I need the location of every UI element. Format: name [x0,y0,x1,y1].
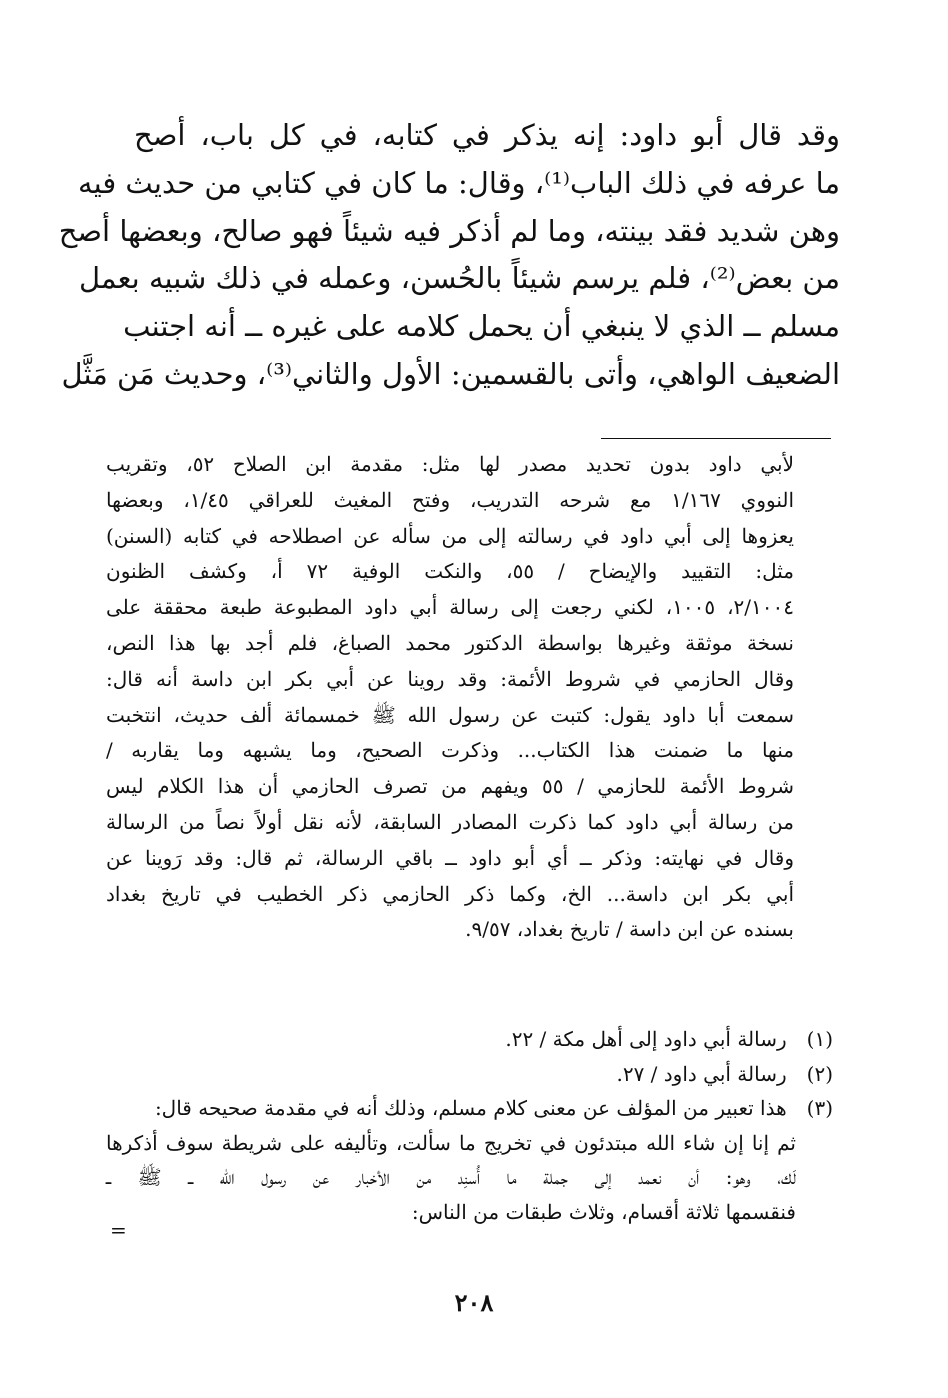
footnote-line: ثم إنا إن شاء الله مبتدئون في تخريج ما سألت، وتأليفه على شريطة سوف أذكرها [106,1130,796,1155]
note-line: نسخة موثقة وغيرها بواسطة الدكتور محمد الصباغ، فلم أجد بها هذا النص، [106,630,794,655]
footnotes-list [106,1022,833,1126]
note-line: لأبي داود بدون تحديد مصدر لها مثل: مقدمة ابن الصلاح ٥٢، وتقريب [106,452,794,476]
page-number: ٢٠٨ [454,1288,494,1317]
footnote-text: هذا تعبير من المؤلف عن معنى كلام مسلم، وذلك أنه في مقدمة صحيحه قال: [154,1096,787,1120]
note-line: ٢/١٠٠٤، ١٠٠٥، لكني رجعت إلى رسالة أبي داود المطبوعة طبعة محققة على [106,595,794,620]
footnote-3-continuation [106,1126,796,1230]
footnote-continuation-block [106,447,794,948]
footnote-item [106,1022,833,1057]
footnote-line: لَك، وهو: أن نعمد إلى جملة ما أُسنِد من الأخبار عن رسول الله ــ ﷺ ــ [106,1165,796,1189]
footnote-number: (١) [806,1027,833,1051]
footnote-number: (٢) [806,1061,833,1086]
main-text-line: وقد قال أبو داود: إنه يذكر في كتابه، في كل باب، أصح [134,118,841,152]
main-text-line: من بعض⁽²⁾، فلم يرسم شيئاً بالحُسن، وعمله في ذلك شبيه بعمل [78,261,840,296]
note-line: النووي ١/١٦٧ مع شرحه التدريب، وفتح المغيث للعراقي ١/٤٥، وبعضها [106,487,795,512]
note-line: وقال الحازمي في شروط الأئمة: وقد روينا عن أبي بكر ابن داسة أنه قال: [106,666,794,691]
main-text-line: ما عرفه في ذلك الباب⁽¹⁾، وقال: ما كان في كتابي من حديث فيه [78,165,840,200]
note-line: من رسالة أبي داود كما ذكرت المصادر السابقة، لأنه نقل أولاً نصاً من الرسالة [106,809,794,834]
footnote-text: رسالة أبي داود إلى أهل مكة / ٢٢. [505,1027,787,1051]
note-line: شروط الأئمة للحازمي / ٥٥ ويفهم من تصرف الحازمي أن هذا الكلام ليس [106,774,794,799]
footnote-item [106,1057,833,1092]
note-line: مثل: التقييد والإيضاح / ٥٥، والنكت الوفية ٧٢ أ، وكشف الظنون [106,559,794,584]
note-line: بسنده عن ابن داسة / تاريخ بغداد، ٩/٥٧. [465,917,794,942]
main-text-line: الضعيف الواهي، وأتى بالقسمين: الأول والثاني⁽³⁾، وحديث مَن مَثَّل [61,356,840,391]
footnote-line: فنقسمها ثلاثة أقسام، وثلاث طبقات من الناس: [411,1199,796,1224]
note-line: يعزوها إلى أبي داود في رسالته إلى من سأله عن اصطلاحه في كتابه (السنن) [106,523,794,548]
footnote-text: رسالة أبي داود / ٢٧. [616,1061,787,1086]
note-line: سمعت أبا داود يقول: كتبت عن رسول الله ﷺ خمسمائة ألف حديث، انتخبت [106,702,794,727]
footnote-number: (٣) [806,1096,833,1120]
main-text-line: مسلم ــ الذي لا ينبغي أن يحمل كلامه على غيره ــ أنه اجتنب [123,309,840,344]
continuation-mark: = [110,1218,127,1242]
note-line: منها ما ضمنت هذا الكتاب... وذكرت الصحيح، وما يشبهه وما يقاربه / [106,738,794,763]
main-text [58,112,841,399]
note-line: وقال في نهايته: وذكر ــ أي أبو داود ــ باقي الرسالة، ثم قال: وقد رَوينا عن [106,845,795,870]
footnote-separator [601,438,831,439]
main-text-line: وهن شديد فقد بينته، وما لم أذكر فيه شيئاً فهو صالح، وبعضها أصح [58,213,840,248]
footnote-item [106,1091,833,1126]
note-line: أبي بكر ابن داسة... الخ، وكما ذكر الحازمي ذكر الخطيب في تاريخ بغداد [106,881,794,906]
